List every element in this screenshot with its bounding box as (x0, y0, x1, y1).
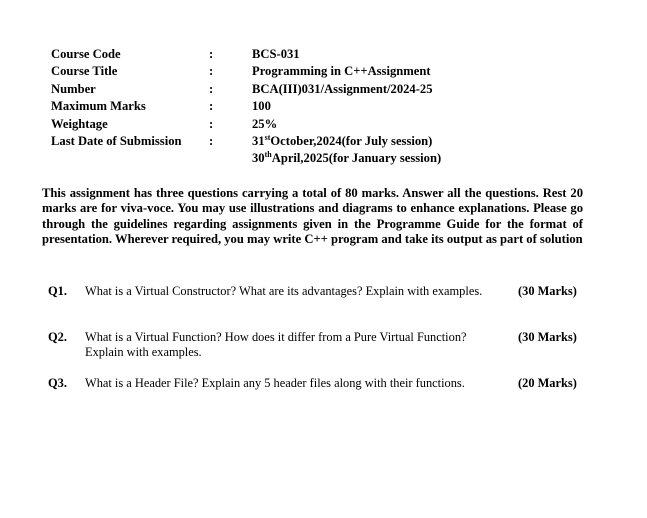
course-title-value: Programming in C++Assignment (252, 64, 431, 79)
course-metadata (51, 46, 491, 166)
question-marks: (30 Marks) (518, 330, 577, 344)
last-date-row (51, 132, 491, 166)
date1-suffix: st (264, 132, 271, 142)
question-marks: (20 Marks) (518, 376, 577, 390)
question-number: Q2. (48, 330, 67, 344)
weightage-value: 25% (252, 116, 278, 131)
number-value: BCA(III)031/Assignment/2024-25 (252, 81, 433, 96)
date1-rest: October,2024(for July session) (270, 133, 433, 148)
question-marks: (30 Marks) (518, 284, 577, 298)
course-code-label: Course Code (51, 47, 121, 61)
date2-suffix: th (264, 150, 272, 160)
instructions-paragraph: This assignment has three questions carrying a total of 80 marks. Answer all the questions. Rest 20 marks are for viva-voce. You may use illustrations and diagrams to enhance explanations. Please go through the guidelines regarding assignments given in the Programme Guide for the format of presentation. Wherever required, you may write C++ program and take its output as part of solution (42, 186, 583, 247)
course-code-value: BCS-031 (252, 47, 300, 61)
number-row (51, 81, 491, 98)
colon: : (209, 133, 214, 148)
max-marks-label: Maximum Marks (51, 99, 146, 114)
last-date-july (252, 133, 432, 150)
colon: : (209, 47, 214, 61)
question-text: What is a Header File? Explain any 5 header files along with their functions. (85, 376, 465, 390)
course-code-row (51, 46, 491, 63)
date1-day: 31 (252, 133, 265, 148)
colon: : (209, 64, 214, 79)
max-marks-row (51, 98, 491, 115)
course-title-row (51, 63, 491, 80)
question-number: Q3. (48, 376, 67, 390)
course-title-label: Course Title (51, 64, 118, 79)
max-marks-value: 100 (252, 99, 271, 114)
last-date-label: Last Date of Submission (51, 133, 182, 148)
question-number: Q1. (48, 284, 67, 298)
date2-rest: April,2025(for January session) (271, 151, 442, 166)
colon: : (209, 81, 214, 96)
weightage-label: Weightage (51, 116, 108, 131)
colon: : (209, 99, 214, 114)
question-text: What is a Virtual Constructor? What are its advantages? Explain with examples. (85, 284, 483, 298)
colon: : (209, 116, 214, 131)
weightage-row (51, 116, 491, 133)
date2-day: 30 (252, 151, 265, 166)
question-text: What is a Virtual Function? How does it differ from a Pure Virtual Function? Explain with examples. (85, 330, 467, 359)
last-date-january (252, 150, 441, 167)
number-label: Number (51, 81, 96, 96)
